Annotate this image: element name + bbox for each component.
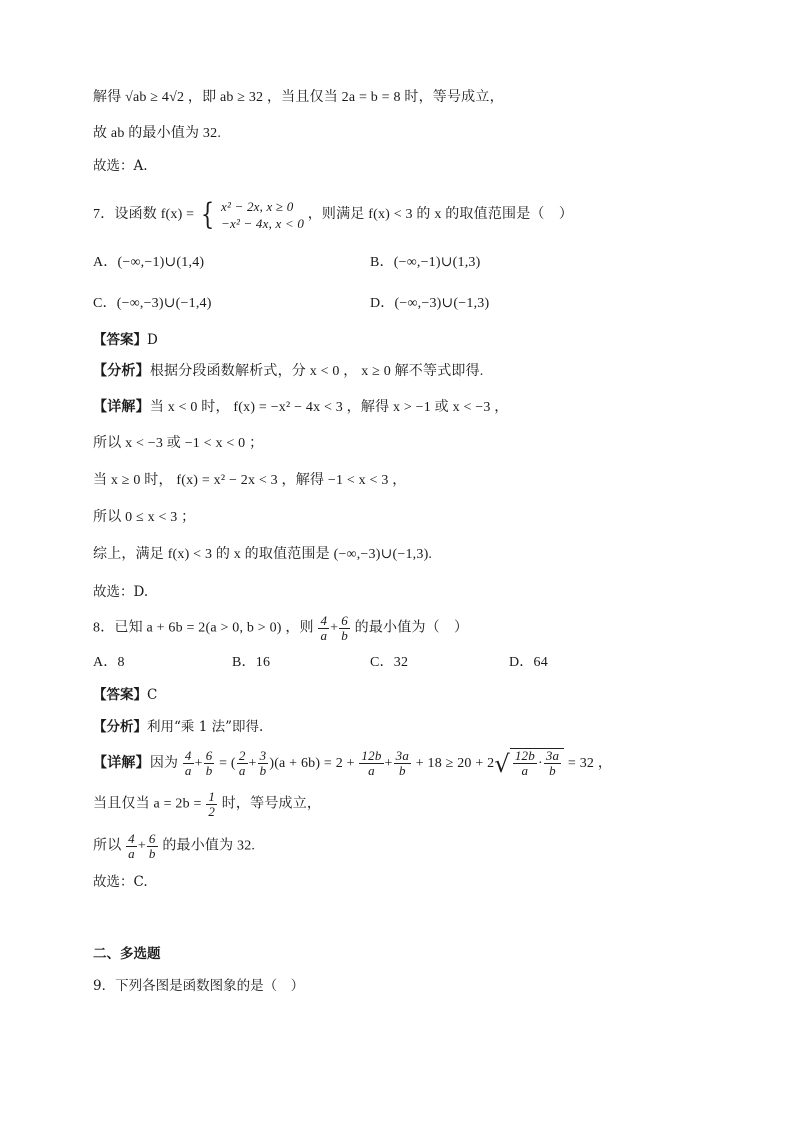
fraction-6-over-b — [339, 614, 350, 643]
answer-tag: 【答案】 — [93, 687, 147, 703]
denominator: b — [398, 763, 406, 779]
fraction-4-over-a — [318, 614, 329, 643]
q7-case-2: −x² − 4x, x < 0 — [221, 216, 305, 231]
fraction-3a-over-b — [544, 749, 561, 778]
numerator: 3a — [545, 748, 560, 764]
q8-suffix: 的最小值为（ ） — [354, 620, 469, 636]
denominator: 2 — [208, 804, 216, 819]
fraction-one-half — [206, 790, 217, 819]
solution-line-1: 解得 √ab ≥ 4√2 ，即 ab ≥ 32 ，当且仅当 2a = b = 8 时，等号成立， — [93, 90, 504, 105]
numerator: 12b — [514, 748, 535, 764]
q8-detail-4: 故选：C. — [93, 874, 148, 890]
numerator: 12b — [361, 748, 382, 764]
question-7 — [93, 198, 573, 232]
numerator: 1 — [208, 789, 216, 804]
detail-tag: 【详解】 — [93, 400, 150, 415]
denominator: a — [521, 763, 529, 779]
q7-detail-6: 故选：D. — [93, 584, 149, 600]
denominator: a — [128, 846, 135, 861]
q8-analysis — [93, 717, 263, 737]
q7-option-d: D．(−∞,−3)∪(−1,3) — [370, 296, 490, 311]
numerator: 2 — [238, 748, 246, 764]
denominator: a — [368, 763, 375, 779]
answer-value: D — [147, 332, 158, 348]
fraction-4-over-a — [126, 832, 137, 861]
q8-detail: 【详解】因为 $\frac{4}{a}$ + $\frac{6}{b}$ = ( $\frac{2}{a}$ + $\frac{3}{b}$ )(a + 6b) = 2 + $\frac{12b}{a}$ + $\frac{3a}{b}$ + 18 ≥ 20 + 2√ $\frac{12b}{a}$ · $\frac{3a}{b}$ = 32 ， — [93, 748, 613, 779]
solution-line-3: 故选：A. — [93, 158, 148, 174]
q8-option-d: D．64 — [509, 655, 548, 670]
q8-answer — [93, 685, 157, 705]
brace-icon: { — [200, 197, 215, 232]
denominator: a — [184, 763, 192, 779]
question-9: 9．下列各图是函数图象的是（ ） — [93, 978, 305, 994]
numerator: 6 — [341, 613, 348, 628]
analysis-tag: 【分析】 — [93, 364, 150, 379]
q7-cases — [221, 198, 304, 232]
detail-prefix: 因为 — [149, 756, 179, 771]
detail-mid-2: )(a + 6b) = 2 + — [269, 756, 355, 771]
q7-detail-2: 所以 x < −3 或 −1 < x < 0 ； — [93, 436, 264, 451]
solution-line-2: 故 ab 的最小值为 32. — [93, 126, 222, 141]
analysis-tag: 【分析】 — [93, 719, 147, 735]
q8-detail-3: 所以 $\frac{4}{a}$ + $\frac{6}{b}$ 的最小值为 32. — [93, 831, 256, 861]
q7-suffix: ，则满足 f(x) < 3 的 x 的取值范围是（ ） — [307, 207, 574, 223]
detail-mid-1: = ( — [219, 756, 236, 771]
sqrt-icon: √ — [494, 749, 510, 778]
denominator: b — [205, 763, 213, 779]
q7-detail-4: 所以 0 ≤ x < 3 ； — [93, 510, 196, 525]
numerator: 3a — [395, 748, 410, 764]
q7-answer — [93, 330, 158, 350]
detail-mid-3: + 18 ≥ 20 + 2 — [415, 756, 495, 771]
denominator: b — [148, 846, 156, 861]
detail-2-suffix: 时，等号成立， — [221, 796, 322, 812]
q7-option-a: A．(−∞,−1)∪(1,4) — [93, 255, 205, 270]
q8-detail-2 — [93, 790, 321, 819]
denominator: b — [341, 628, 348, 643]
section-heading: 二、多选题 — [93, 946, 161, 962]
numerator: 4 — [184, 748, 192, 764]
q7-prefix: 7．设函数 f(x) = — [93, 207, 195, 223]
numerator: 6 — [205, 748, 213, 764]
fraction-12b-over-a — [513, 749, 537, 778]
detail-3-prefix: 所以 — [93, 838, 122, 854]
detail-3-suffix: 的最小值为 32. — [162, 838, 256, 854]
detail-2-prefix: 当且仅当 a = 2b = — [93, 796, 202, 812]
q7-option-b: B．(−∞,−1)∪(1,3) — [370, 255, 481, 270]
fraction-12b-over-a — [359, 749, 383, 778]
q7-analysis — [93, 362, 484, 382]
denominator: b — [549, 763, 556, 779]
q7-option-c: C．(−∞,−3)∪(−1,4) — [93, 296, 212, 311]
fraction-6-over-b — [147, 832, 158, 861]
sqrt-content: $\frac{12b}{a}$ · $\frac{3a}{b}$ — [510, 748, 564, 779]
answer-value: C — [147, 687, 158, 703]
fraction-2-over-a — [237, 749, 248, 778]
analysis-text: 利用“乘 1 法”即得. — [147, 719, 264, 735]
fraction-4-over-a — [183, 749, 194, 778]
q7-detail — [93, 398, 508, 418]
answer-tag: 【答案】 — [93, 332, 147, 348]
q7-detail-5: 综上，满足 f(x) < 3 的 x 的取值范围是 (−∞,−3)∪(−1,3). — [93, 547, 433, 562]
detail-text: 当 x < 0 时， f(x) = −x² − 4x < 3 ，解得 x > −1 或 x < −3 ， — [149, 400, 509, 415]
numerator: 4 — [128, 831, 135, 846]
fraction-3a-over-b — [394, 749, 411, 778]
denominator: b — [259, 763, 267, 779]
q8-prefix: 8．已知 a + 6b = 2(a > 0, b > 0) ，则 — [93, 620, 314, 636]
analysis-text: 根据分段函数解析式，分 x < 0 ， x ≥ 0 解不等式即得. — [149, 364, 484, 379]
detail-end: = 32 ， — [567, 756, 613, 771]
q8-option-b: B．16 — [232, 655, 271, 670]
fraction-6-over-b — [204, 749, 215, 778]
numerator: 4 — [320, 613, 328, 628]
q8-option-a: A．8 — [93, 655, 125, 670]
fraction-3-over-b — [258, 749, 269, 778]
q8-option-c: C．32 — [370, 655, 409, 670]
numerator: 6 — [148, 831, 156, 846]
q7-detail-3: 当 x ≥ 0 时， f(x) = x² − 2x < 3 ，解得 −1 < x < 3 ， — [93, 473, 407, 488]
q7-case-1: x² − 2x, x ≥ 0 — [221, 199, 294, 214]
numerator: 3 — [259, 748, 267, 764]
detail-tag: 【详解】 — [93, 756, 150, 771]
question-8: 8．已知 a + 6b = 2(a > 0, b > 0) ，则 $\frac{4}{a}$ + $\frac{6}{b}$ 的最小值为（ ） — [93, 613, 469, 643]
denominator: a — [320, 628, 328, 643]
denominator: a — [238, 763, 246, 779]
